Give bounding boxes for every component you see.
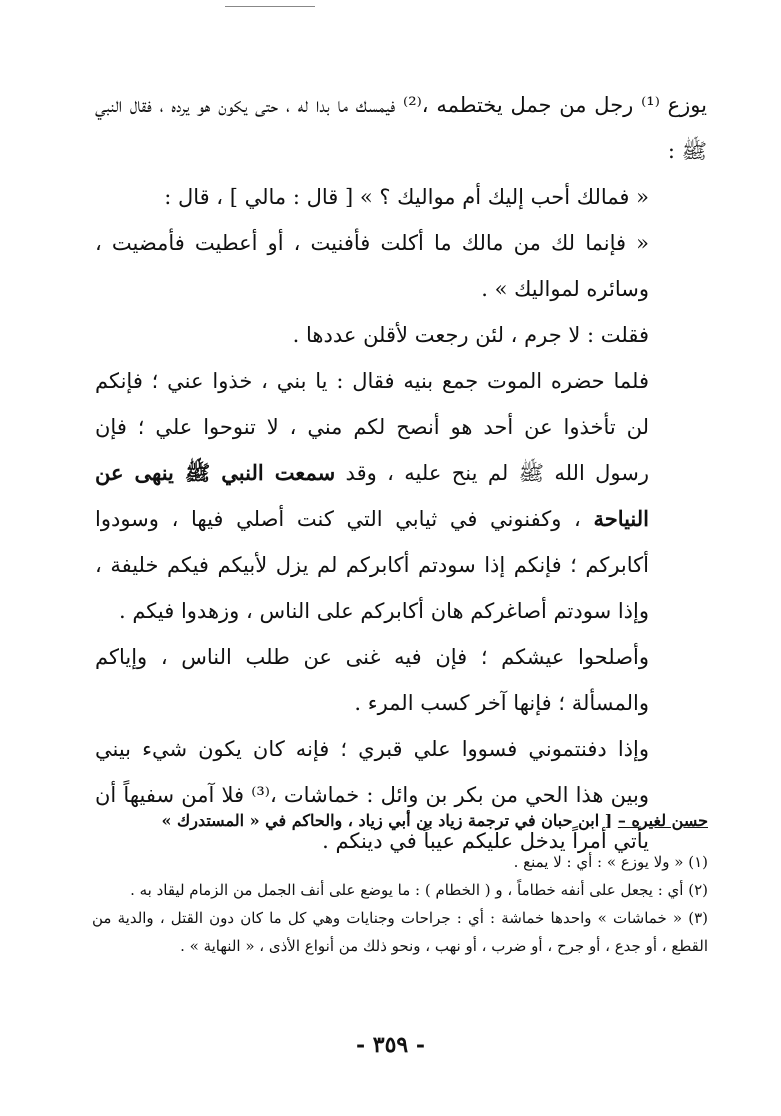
main-text <box>95 82 707 864</box>
paragraph-7: وإذا دفنتموني فسووا علي قبري ؛ فإنه كان يكون شيء بيني وبين هذا الحي من بكر بن وائل : خماشات ،⁽³⁾ فلا آمن سفيهاً أن يأتي أمراً يدخل عليكم عيباً في دينكم . <box>95 737 649 853</box>
paragraph-5-part-a: فلما حضره الموت جمع بنيه فقال : يا بني ، خذوا عني ؛ فإنكم لن تأخذوا عن أحد هو أنصح لكم مني ، لا تنوحوا علي ؛ فإن رسول الله ﷺ لم ينح عليه ، وقد <box>95 369 649 485</box>
footnote-1: (١) « ولا يوزع » : أي : لا يمنع . <box>513 853 708 871</box>
paragraph-3: « فإنما لك من مالك ما أكلت فأفنيت ، أو أعطيت فأمضيت ، وسائره لمواليك » . <box>95 231 649 301</box>
paragraph-4: فقلت : لا جرم ، لئن رجعت لأقلن عددها . <box>292 323 649 347</box>
grade-label: حسن لغيره – <box>617 811 708 830</box>
footnotes <box>92 848 708 960</box>
paragraph-1: يوزع ⁽¹⁾ رجل من جمل يختطمه ،⁽²⁾ فيمسك ما بدا له ، حتى يكون هو يرده ، فقال النبي ﷺ : <box>95 93 707 163</box>
footnote-2: (٢) أي : يجعل على أنفه خطاماً ، و ( الخطام ) : ما يوضع على أنف الجمل من الزمام ليقاد به . <box>130 881 708 899</box>
source-reference <box>90 808 708 834</box>
page-number: - ٣٥٩ - <box>355 1032 426 1058</box>
source-text: [ ابن حبان في ترجمة زياد بن أبي زياد ، والحاكم في « المستدرك » <box>161 811 618 830</box>
paragraph-5-part-b: ، وكفنوني في ثيابي التي كنت أصلي فيها ، وسودوا أكابركم ؛ فإنكم إذا سودتم أكابركم لم يزل لأبيكم فيكم خليفة ، وإذا سودتم أصاغركم هان أكابركم على الناس ، وزهدوا فيكم . <box>95 507 649 623</box>
footnote-3: (٣) « خماشات » واحدها خماشة : أي : جراحات وجنايات وهي كل ما كان دون القتل ، والدية من القطع ، أو جدع ، أو جرح ، أو ضرب ، أو نهب ، ونحو ذلك من أنواع الأذى ، « النهاية » . <box>92 909 708 955</box>
top-rule <box>225 6 315 7</box>
hadith-highlight: سمعت النبي ﷺ ينهى عن النياحة <box>95 460 649 531</box>
paragraph-5 <box>95 358 707 634</box>
paragraph-6: وأصلحوا عيشكم ؛ فإن فيه غنى عن طلب الناس ، وإياكم والمسألة ؛ فإنها آخر كسب المرء . <box>95 645 649 715</box>
paragraph-2: « فمالك أحب إليك أم مواليك ؟ » [ قال : مالي ] ، قال : <box>164 185 649 209</box>
